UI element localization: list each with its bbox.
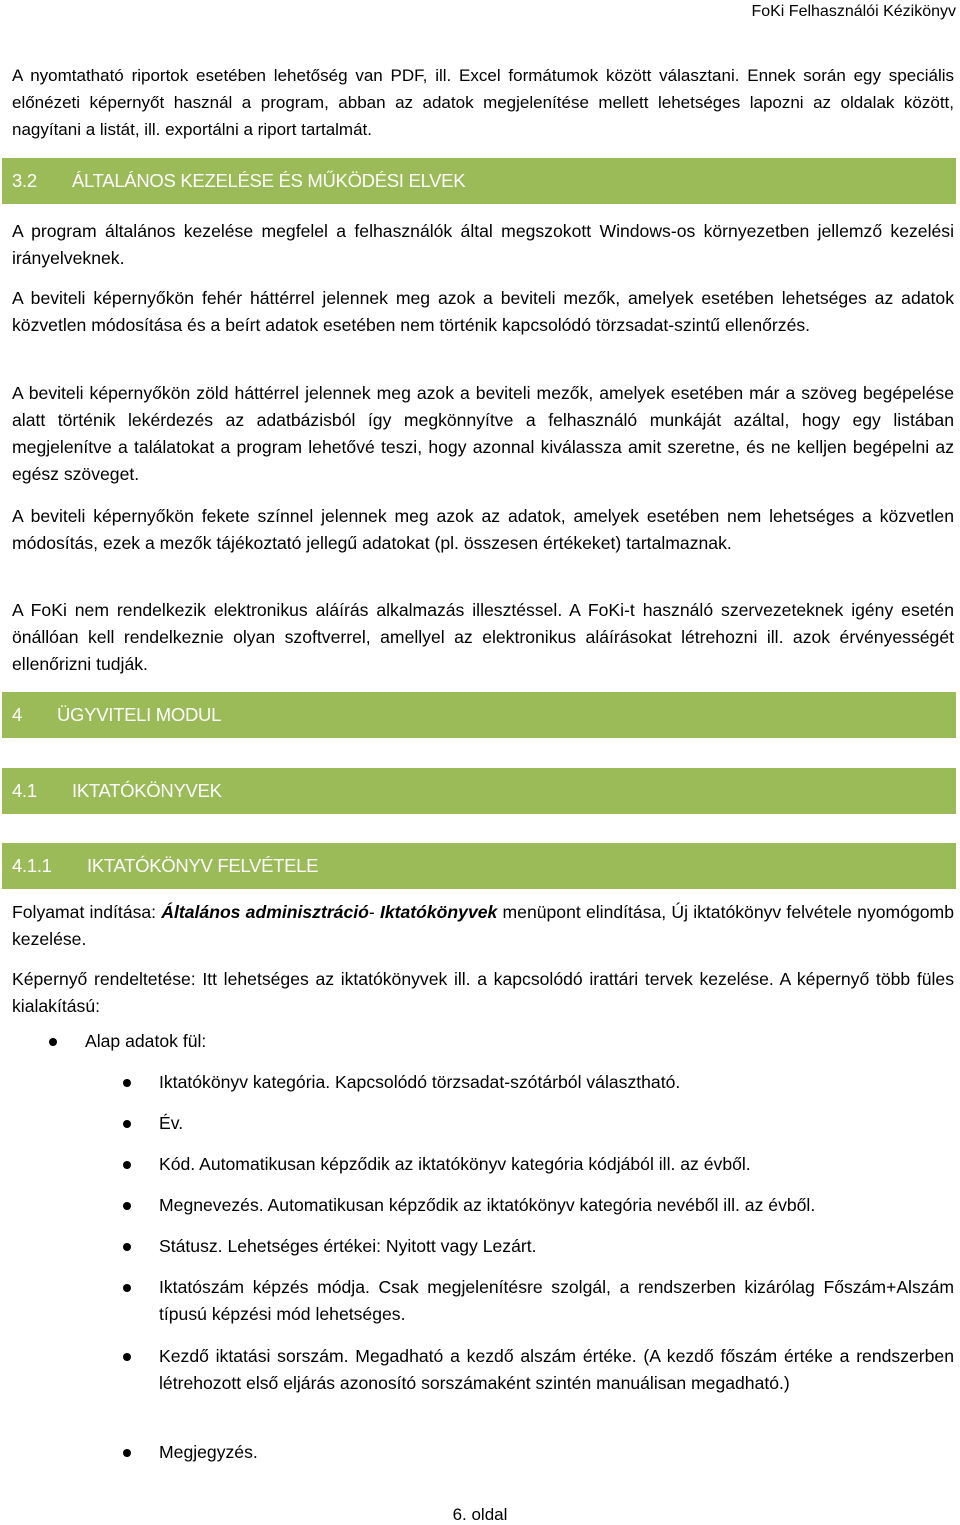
list-item-text: Kezdő iktatási sorszám. Megadható a kezdő alszám értéke. (A kezdő főszám értéke a rendszerben létrehozott első eljárás azonosító sorszámaként szintén manuálisan megadható.) — [159, 1346, 954, 1393]
bullet-icon — [49, 1038, 57, 1046]
list-item — [159, 1343, 954, 1397]
menu-separator: - — [368, 902, 380, 922]
list-item-text: Év. — [159, 1113, 184, 1133]
bullet-icon — [123, 1161, 131, 1169]
list-item-tab — [85, 1028, 954, 1055]
paragraph: A beviteli képernyőkön fehér háttérrel jelennek meg azok a beviteli mezők, amelyek esetében lehetséges az adatok közvetlen módosítása és a beírt adatok esetében nem történik kapcsolódó törzsadat-szintű ellenőrzés. — [12, 288, 954, 335]
section-heading-4-1-1 — [2, 843, 956, 889]
section-number: 4.1.1 — [12, 855, 52, 876]
paragraph: A FoKi nem rendelkezik elektronikus aláírás alkalmazás illesztéssel. A FoKi-t használó szervezeteknek igény esetén önállóan kell rendelkeznie olyan szoftverrel, amellyel az elektronikus aláírásokat létrehozni ill. azok érvényességét ellenőrizni tudják. — [12, 600, 954, 674]
list-item — [159, 1439, 954, 1466]
list-item-label: Alap adatok fül: — [85, 1031, 207, 1051]
bullet-icon — [123, 1202, 131, 1210]
intro-paragraph: A nyomtatható riportok esetében lehetőség van PDF, ill. Excel formátumok között választani. Ennek során egy speciális előnézeti képernyőt használ a program, abban az adatok megjelenítése mellett lehetséges lapozni az oldalak között, nagyítani a listát, ill. exportálni a riport tartalmát. — [12, 66, 954, 139]
section-title: IKTATÓKÖNYV FELVÉTELE — [87, 855, 319, 876]
section-title: ÜGYVITELI MODUL — [57, 704, 222, 725]
section-number: 3.2 — [12, 170, 37, 191]
list-item-text: Megjegyzés. — [159, 1442, 258, 1462]
list-item-text: Iktatókönyv kategória. Kapcsolódó törzsadat-szótárból választható. — [159, 1072, 681, 1092]
list-item — [159, 1233, 954, 1260]
list-item — [159, 1274, 954, 1328]
section-heading-3-2 — [2, 158, 956, 204]
page-header: FoKi Felhasználói Kézikönyv — [751, 3, 956, 20]
process-prefix: Folyamat indítása: — [12, 902, 162, 922]
list-item-text: Iktatószám képzés módja. Csak megjelenítésre szolgál, a rendszerben kizárólag Főszám+Alszám típusú képzési mód lehetséges. — [159, 1277, 954, 1324]
process-suffix: menüpont elindítása, Új iktatókönyv felvétele nyomógomb kezelése. — [12, 902, 954, 949]
menu-path-iktatokonyvek: Iktatókönyvek — [379, 902, 498, 922]
paragraph: A beviteli képernyőkön zöld háttérrel jelennek meg azok a beviteli mezők, amelyek esetében már a szöveg begépelése alatt történik lekérdezés az adatbázisból így megkönnyítve a felhasználó munkáját azáltal, hogy egy listában megjelenítve a találatokat a program lehetővé teszi, hogy azonnal kiválassza amit szeretne, és ne kelljen begépelni az egész szöveget. — [12, 383, 954, 484]
process-start-paragraph — [12, 899, 954, 953]
page-number: 6. oldal — [452, 1505, 508, 1524]
menu-path-admin: Általános adminisztráció — [161, 902, 369, 922]
list-item-text: Státusz. Lehetséges értékei: Nyitott vagy Lezárt. — [159, 1236, 537, 1256]
section-heading-4-1 — [2, 768, 956, 814]
screen-purpose-paragraph: Képernyő rendeltetése: Itt lehetséges az iktatókönyvek ill. a kapcsolódó irattári tervek kezelése. A képernyő több füles kialakítású: — [12, 969, 954, 1016]
section-heading-4 — [2, 692, 956, 738]
list-item-text: Megnevezés. Automatikusan képződik az iktatókönyv kategória nevéből ill. az évből. — [159, 1195, 816, 1215]
section-number: 4 — [12, 704, 22, 725]
list-item-text: Kód. Automatikusan képződik az iktatókönyv kategória kódjából ill. az évből. — [159, 1154, 751, 1174]
list-item — [159, 1069, 954, 1096]
bullet-icon — [123, 1449, 131, 1457]
bullet-icon — [123, 1079, 131, 1087]
bullet-icon — [123, 1353, 131, 1361]
section-number: 4.1 — [12, 780, 37, 801]
section-title: IKTATÓKÖNYVEK — [72, 780, 222, 801]
list-item — [159, 1110, 954, 1137]
paragraph: A program általános kezelése megfelel a felhasználók által megszokott Windows-os környezetben jellemző kezelési irányelveknek. — [12, 221, 954, 268]
section-title: ÁLTALÁNOS KEZELÉSE ÉS MŰKÖDÉSI ELVEK — [72, 170, 466, 191]
bullet-icon — [123, 1284, 131, 1292]
paragraph: A beviteli képernyőkön fekete színnel jelennek meg azok az adatok, amelyek esetében nem lehetséges a közvetlen módosítás, ezek a mezők tájékoztató jellegű adatokat (pl. összesen értékeket) tartalmaznak. — [12, 506, 954, 553]
list-item — [159, 1192, 954, 1219]
bullet-icon — [123, 1243, 131, 1251]
bullet-icon — [123, 1120, 131, 1128]
list-item — [159, 1151, 954, 1178]
